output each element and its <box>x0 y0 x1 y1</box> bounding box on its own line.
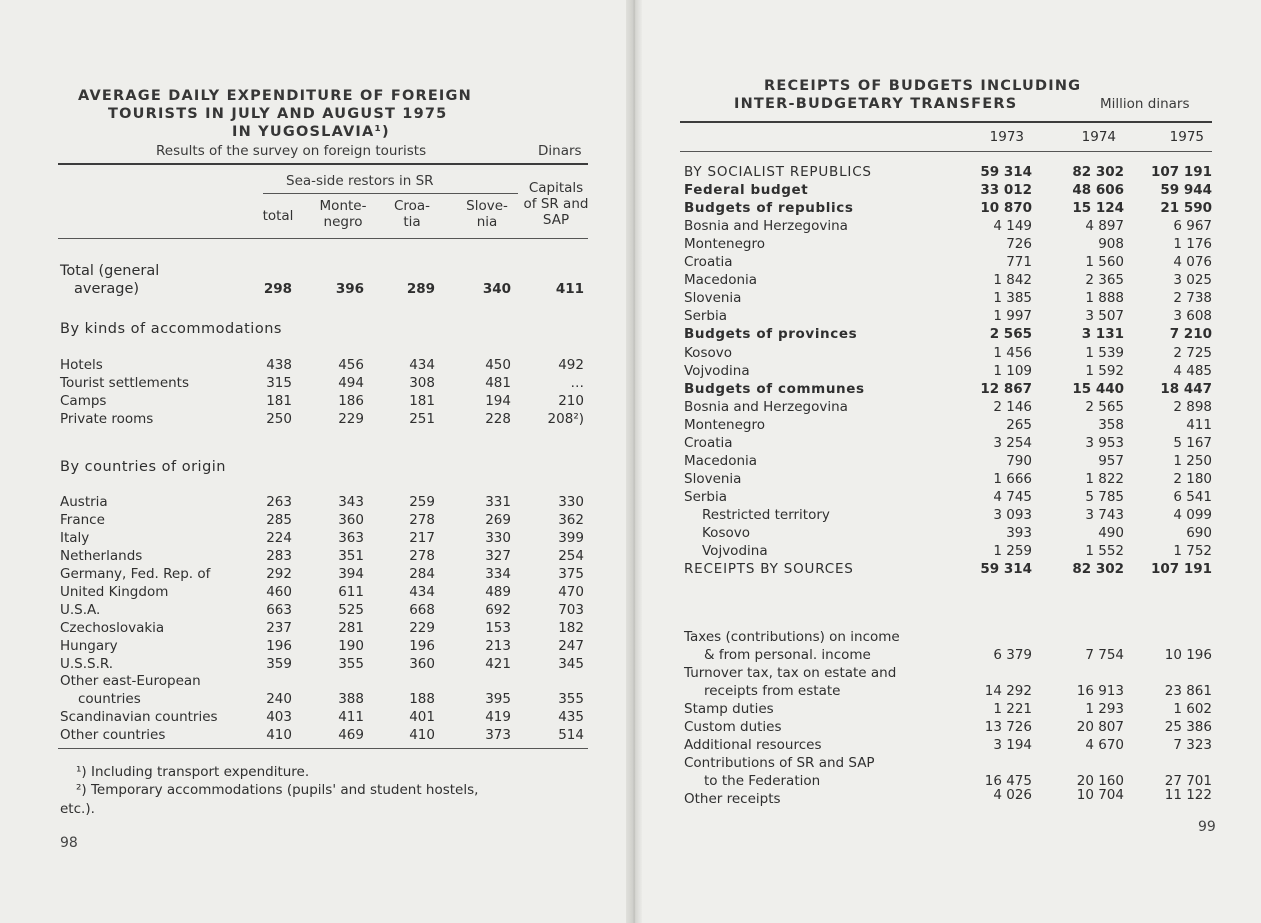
row-label: Vojvodina <box>684 362 750 379</box>
section-countries: By countries of origin <box>60 459 226 475</box>
column-header: Monte- negro <box>319 198 367 230</box>
row-label: Budgets of communes <box>684 380 865 397</box>
table-cell: 411 <box>555 281 584 297</box>
row-label: Slovenia <box>684 290 742 307</box>
table-cell: 18 447 <box>1160 380 1212 397</box>
table-bottom-rule <box>58 748 588 749</box>
row-label: Restricted territory <box>702 506 830 523</box>
row-label: Austria <box>60 494 108 510</box>
row-label: Macedonia <box>684 452 758 469</box>
table-cell: 790 <box>1006 452 1032 469</box>
table-cell: 1 552 <box>1085 543 1124 560</box>
table-cell: 188 <box>409 691 435 707</box>
row-label: Custom duties <box>684 719 782 735</box>
table-cell: 2 146 <box>993 398 1032 415</box>
other-east-label-1: Other east-European <box>60 673 201 689</box>
table-cell: 3 254 <box>993 434 1032 451</box>
group-header: Sea-side restors in SR <box>286 173 434 189</box>
row-label: Stamp duties <box>684 701 774 717</box>
table-cell: 6 967 <box>1173 218 1212 235</box>
table-cell: 224 <box>266 530 292 546</box>
table-cell: 3 953 <box>1085 434 1124 451</box>
table-cell: 375 <box>558 566 584 582</box>
table-cell: 4 099 <box>1173 506 1212 523</box>
table-cell: 411 <box>338 709 364 725</box>
table-cell: 298 <box>263 281 292 297</box>
right-table-top-rule <box>680 121 1212 123</box>
table-cell: 460 <box>266 584 292 600</box>
left-title-line-3: IN YUGOSLAVIA¹) <box>232 124 390 140</box>
row-label: receipts from estate <box>704 683 841 699</box>
table-cell: 5 167 <box>1173 434 1212 451</box>
table-cell: 16 475 <box>984 773 1032 789</box>
row-label: Hotels <box>60 357 103 373</box>
table-cell: 247 <box>558 638 584 654</box>
table-cell: 14 292 <box>984 683 1032 699</box>
left-page-number: 98 <box>60 835 78 851</box>
table-cell: 2 738 <box>1173 290 1212 307</box>
table-cell: 469 <box>338 727 364 743</box>
table-cell: 27 701 <box>1164 773 1212 789</box>
table-cell: 490 <box>1098 525 1124 541</box>
table-cell: 399 <box>558 530 584 546</box>
table-cell: 908 <box>1098 236 1124 253</box>
left-title-line-1: AVERAGE DAILY EXPENDITURE OF FOREIGN <box>78 88 472 104</box>
table-cell: 470 <box>558 584 584 600</box>
table-cell: 360 <box>409 656 435 672</box>
right-title-line-2: INTER-BUDGETARY TRANSFERS <box>734 96 1018 112</box>
table-cell: 330 <box>558 494 584 510</box>
row-label: United Kingdom <box>60 584 169 600</box>
table-cell: 525 <box>338 602 364 618</box>
table-cell: 668 <box>409 602 435 618</box>
right-page <box>634 0 1261 923</box>
table-cell: 210 <box>558 393 584 409</box>
table-cell: 15 124 <box>1072 200 1124 217</box>
row-label: Croatia <box>684 434 733 451</box>
table-cell: 4 670 <box>1085 737 1124 753</box>
table-cell: 15 440 <box>1072 380 1124 397</box>
table-cell: 6 541 <box>1173 488 1212 505</box>
row-label: Serbia <box>684 488 728 505</box>
table-cell: 1 259 <box>993 543 1032 560</box>
row-label: Federal budget <box>684 182 809 199</box>
table-cell: 16 913 <box>1076 683 1124 699</box>
table-cell: 281 <box>338 620 364 636</box>
table-cell: 181 <box>266 393 292 409</box>
left-title-line-2: TOURISTS IN JULY AND AUGUST 1975 <box>108 106 448 122</box>
table-cell: 284 <box>409 566 435 582</box>
table-cell: 2 180 <box>1173 470 1212 487</box>
table-cell: 13 726 <box>984 719 1032 735</box>
table-cell: 2 565 <box>1085 398 1124 415</box>
table-cell: 355 <box>338 656 364 672</box>
table-cell: 82 302 <box>1072 561 1124 578</box>
table-cell: 494 <box>338 375 364 391</box>
table-cell: 363 <box>338 530 364 546</box>
table-cell: 308 <box>409 375 435 391</box>
table-cell: 1 293 <box>1085 701 1124 717</box>
contrib-label-1: Contributions of SR and SAP <box>684 755 875 771</box>
row-label: France <box>60 512 105 528</box>
table-cell: 107 191 <box>1150 561 1212 578</box>
table-cell: 611 <box>338 584 364 600</box>
column-header: Slove- nia <box>466 198 508 230</box>
year-header: 1975 <box>1169 129 1204 145</box>
row-label: Budgets of republics <box>684 200 854 217</box>
row-label: Hungary <box>60 638 118 654</box>
row-label: Taxes (contributions) on income <box>684 629 900 645</box>
row-label: Camps <box>60 393 107 409</box>
table-cell: 3 131 <box>1081 326 1124 343</box>
table-cell: 1 592 <box>1085 362 1124 379</box>
table-cell: 20 160 <box>1076 773 1124 789</box>
table-cell: 217 <box>409 530 435 546</box>
table-cell: 240 <box>266 691 292 707</box>
table-cell: 1 539 <box>1085 344 1124 361</box>
table-cell: 259 <box>409 494 435 510</box>
row-label: Bosnia and Herzegovina <box>684 398 848 415</box>
table-cell: 11 122 <box>1164 787 1212 803</box>
row-label: BY SOCIALIST REPUBLICS <box>684 164 872 180</box>
row-label: RECEIPTS BY SOURCES <box>684 561 854 578</box>
table-cell: 1 752 <box>1173 543 1212 560</box>
left-subtitle: Results of the survey on foreign tourists <box>156 143 427 159</box>
table-cell: 6 379 <box>993 647 1032 663</box>
row-label: Czechoslovakia <box>60 620 165 636</box>
table-cell: 25 386 <box>1164 719 1212 735</box>
table-cell: 283 <box>266 548 292 564</box>
table-cell: 1 221 <box>993 701 1032 717</box>
table-cell: 4 745 <box>993 488 1032 505</box>
table-cell: 59 314 <box>980 561 1032 578</box>
table-cell: 33 012 <box>980 182 1032 199</box>
table-cell: 2 725 <box>1173 344 1212 361</box>
table-cell: 401 <box>409 709 435 725</box>
row-label: Netherlands <box>60 548 143 564</box>
table-cell: 265 <box>1006 416 1032 433</box>
table-cell: 289 <box>406 281 435 297</box>
table-cell: 396 <box>335 281 364 297</box>
table-cell: 394 <box>338 566 364 582</box>
table-cell: 2 365 <box>1085 272 1124 289</box>
table-cell: 278 <box>409 548 435 564</box>
table-cell: 726 <box>1006 236 1032 253</box>
table-cell: 3 093 <box>993 506 1032 523</box>
table-cell: 410 <box>409 727 435 743</box>
table-cell: 23 861 <box>1164 683 1212 699</box>
row-label: Kosovo <box>684 344 732 361</box>
table-cell: 263 <box>266 494 292 510</box>
table-cell: 1 250 <box>1173 452 1212 469</box>
table-cell: 213 <box>485 638 511 654</box>
table-cell: 345 <box>558 656 584 672</box>
column-header: Capitals of SR and SAP <box>523 180 589 228</box>
table-cell: 285 <box>266 512 292 528</box>
table-cell: 2 565 <box>989 326 1032 343</box>
row-label: Private rooms <box>60 411 154 427</box>
table-cell: 1 997 <box>993 308 1032 325</box>
table-cell: 181 <box>409 393 435 409</box>
table-cell: 10 196 <box>1164 647 1212 663</box>
table-cell: 456 <box>338 357 364 373</box>
table-cell: 450 <box>485 357 511 373</box>
total-label-1: Total (general <box>60 263 160 279</box>
table-cell: 355 <box>558 691 584 707</box>
table-cell: 3 608 <box>1173 308 1212 325</box>
row-label: Montenegro <box>684 416 766 433</box>
table-cell: … <box>570 375 584 391</box>
right-header-rule <box>680 151 1212 152</box>
table-cell: 12 867 <box>980 380 1032 397</box>
row-label: Turnover tax, tax on estate and <box>684 665 897 681</box>
table-cell: 358 <box>1098 416 1124 433</box>
table-cell: 411 <box>1186 416 1212 433</box>
table-cell: 21 590 <box>1160 200 1212 217</box>
table-cell: 438 <box>266 357 292 373</box>
table-cell: 327 <box>485 548 511 564</box>
table-cell: 315 <box>266 375 292 391</box>
table-cell: 10 870 <box>980 200 1032 217</box>
row-label: Budgets of provinces <box>684 326 858 343</box>
table-cell: 492 <box>558 357 584 373</box>
other-receipts-label: Other receipts <box>684 791 781 807</box>
table-cell: 351 <box>338 548 364 564</box>
row-label: Scandinavian countries <box>60 709 218 725</box>
section-accommodations: By kinds of accommodations <box>60 321 282 337</box>
row-label: Kosovo <box>702 525 750 541</box>
table-cell: 59 314 <box>980 164 1032 180</box>
table-cell: 1 842 <box>993 272 1032 289</box>
row-label: Additional resources <box>684 737 822 753</box>
table-cell: 107 191 <box>1150 164 1212 180</box>
table-cell: 196 <box>266 638 292 654</box>
table-cell: 228 <box>485 411 511 427</box>
table-cell: 419 <box>485 709 511 725</box>
table-cell: 4 149 <box>993 218 1032 235</box>
table-cell: 331 <box>485 494 511 510</box>
table-cell: 7 323 <box>1173 737 1212 753</box>
table-cell: 254 <box>558 548 584 564</box>
table-cell: 82 302 <box>1072 164 1124 180</box>
table-cell: 340 <box>482 281 511 297</box>
table-cell: 957 <box>1098 452 1124 469</box>
table-cell: 1 109 <box>993 362 1032 379</box>
table-cell: 292 <box>266 566 292 582</box>
table-cell: 395 <box>485 691 511 707</box>
table-cell: 3 025 <box>1173 272 1212 289</box>
table-cell: 278 <box>409 512 435 528</box>
right-unit: Million dinars <box>1100 96 1190 112</box>
table-cell: 4 026 <box>993 787 1032 803</box>
table-cell: 362 <box>558 512 584 528</box>
table-cell: 3 507 <box>1085 308 1124 325</box>
row-label: Italy <box>60 530 90 546</box>
table-cell: 186 <box>338 393 364 409</box>
table-cell: 1 176 <box>1173 236 1212 253</box>
header-bottom-rule <box>58 238 588 239</box>
table-cell: 1 602 <box>1173 701 1212 717</box>
table-cell: 514 <box>558 727 584 743</box>
row-label: & from personal. income <box>704 647 871 663</box>
table-cell: 250 <box>266 411 292 427</box>
table-cell: 59 944 <box>1160 182 1212 199</box>
table-cell: 194 <box>485 393 511 409</box>
table-cell: 1 666 <box>993 470 1032 487</box>
table-cell: 373 <box>485 727 511 743</box>
group-header-rule <box>263 193 518 194</box>
table-cell: 703 <box>558 602 584 618</box>
row-label: Montenegro <box>684 236 766 253</box>
table-cell: 3 194 <box>993 737 1032 753</box>
table-cell: 434 <box>409 357 435 373</box>
row-label: Germany, Fed. Rep. of <box>60 566 211 582</box>
right-page-number: 99 <box>1198 819 1216 835</box>
table-cell: 3 743 <box>1085 506 1124 523</box>
table-cell: 663 <box>266 602 292 618</box>
row-label: Croatia <box>684 254 733 271</box>
table-cell: 1 560 <box>1085 254 1124 271</box>
table-cell: 690 <box>1186 525 1212 541</box>
table-cell: 4 897 <box>1085 218 1124 235</box>
row-label: U.S.S.R. <box>60 656 114 672</box>
row-label: Other countries <box>60 727 166 743</box>
table-cell: 229 <box>338 411 364 427</box>
row-label: Tourist settlements <box>60 375 190 391</box>
row-label: Vojvodina <box>702 543 768 560</box>
table-cell: 360 <box>338 512 364 528</box>
row-label: Bosnia and Herzegovina <box>684 218 848 235</box>
table-cell: 7 210 <box>1169 326 1212 343</box>
row-label: Serbia <box>684 308 728 325</box>
column-header: total <box>262 208 294 224</box>
row-label: U.S.A. <box>60 602 101 618</box>
table-cell: 421 <box>485 656 511 672</box>
table-cell: 20 807 <box>1076 719 1124 735</box>
table-cell: 182 <box>558 620 584 636</box>
column-header: Croa- tia <box>393 198 431 230</box>
footnote-2b: etc.). <box>60 801 95 817</box>
table-cell: 330 <box>485 530 511 546</box>
row-label: Macedonia <box>684 272 758 289</box>
table-cell: 481 <box>485 375 511 391</box>
table-cell: 403 <box>266 709 292 725</box>
table-cell: 153 <box>485 620 511 636</box>
table-cell: 771 <box>1006 254 1032 271</box>
table-cell: 489 <box>485 584 511 600</box>
table-cell: 1 456 <box>993 344 1032 361</box>
table-cell: 1 385 <box>993 290 1032 307</box>
table-cell: 196 <box>409 638 435 654</box>
year-header: 1973 <box>989 129 1024 145</box>
table-cell: 343 <box>338 494 364 510</box>
table-cell: 393 <box>1006 525 1032 541</box>
table-cell: 10 704 <box>1076 787 1124 803</box>
table-cell: 1 822 <box>1085 470 1124 487</box>
year-header: 1974 <box>1081 129 1116 145</box>
table-cell: 237 <box>266 620 292 636</box>
table-cell: 334 <box>485 566 511 582</box>
table-cell: 229 <box>409 620 435 636</box>
row-label: Slovenia <box>684 470 742 487</box>
table-cell: 4 485 <box>1173 362 1212 379</box>
left-unit: Dinars <box>538 143 582 159</box>
table-cell: 434 <box>409 584 435 600</box>
book-gutter <box>626 0 642 923</box>
table-cell: 2 898 <box>1173 398 1212 415</box>
table-top-rule <box>58 163 588 165</box>
table-cell: 251 <box>409 411 435 427</box>
footnote-1: ¹) Including transport expenditure. <box>76 764 310 780</box>
table-cell: 692 <box>485 602 511 618</box>
table-cell: 5 785 <box>1085 488 1124 505</box>
table-cell: 208²) <box>547 411 584 427</box>
table-cell: 48 606 <box>1072 182 1124 199</box>
contrib-label-2: to the Federation <box>704 773 821 789</box>
right-title-line-1: RECEIPTS OF BUDGETS INCLUDING <box>764 78 1082 94</box>
table-cell: 1 888 <box>1085 290 1124 307</box>
table-cell: 388 <box>338 691 364 707</box>
footnote-2a: ²) Temporary accommodations (pupils' and student hostels, <box>76 782 479 798</box>
table-cell: 190 <box>338 638 364 654</box>
table-cell: 410 <box>266 727 292 743</box>
table-cell: 269 <box>485 512 511 528</box>
table-cell: 359 <box>266 656 292 672</box>
table-cell: 435 <box>558 709 584 725</box>
table-cell: 4 076 <box>1173 254 1212 271</box>
table-cell: 7 754 <box>1085 647 1124 663</box>
other-east-label-2: countries <box>78 691 141 707</box>
total-label-2: average) <box>74 281 140 297</box>
